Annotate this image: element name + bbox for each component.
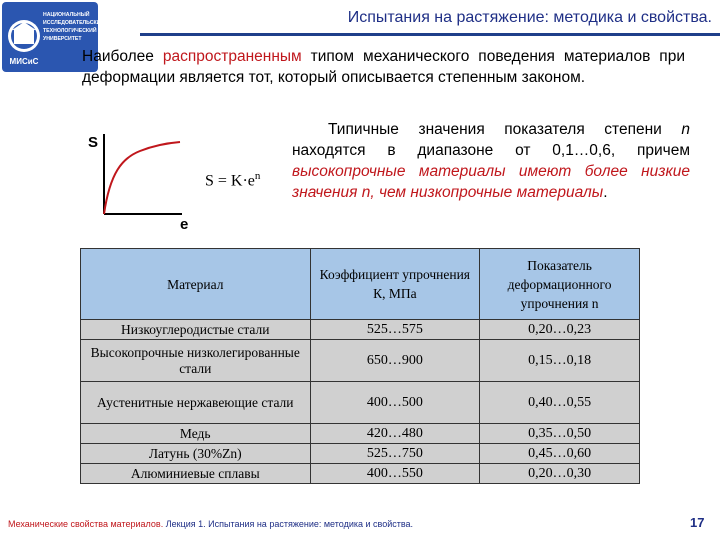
cell-material: Высокопрочные низколегированные стали — [81, 340, 311, 382]
cell-n: 0,20…0,30 — [480, 464, 640, 484]
footer-course: Механические свойства материалов. — [8, 519, 164, 529]
table-row — [81, 340, 640, 382]
cell-material: Аустенитные нержавеющие стали — [81, 382, 311, 424]
intro-paragraph — [82, 46, 685, 88]
description-paragraph — [292, 119, 690, 203]
logo-line-4: УНИВЕРСИТЕТ — [43, 36, 82, 42]
desc-n-1: n — [681, 121, 690, 138]
table-row — [81, 382, 640, 424]
cell-material: Низкоуглеродистые стали — [81, 320, 311, 340]
cell-k: 400…550 — [310, 464, 480, 484]
cell-material: Латунь (30%Zn) — [81, 444, 311, 464]
logo-emblem-text: МИСиС — [9, 57, 39, 66]
desc-part-2: находятся в диапазоне от 0,1…0,6, причем — [292, 142, 690, 159]
cell-k: 400…500 — [310, 382, 480, 424]
header-material: Материал — [81, 249, 311, 320]
header-n: Показатель деформационного упрочнения n — [480, 249, 640, 320]
logo-line-3: ТЕХНОЛОГИЧЕСКИЙ — [43, 28, 97, 34]
intro-text-before: Наиболее — [82, 48, 163, 65]
header-divider — [140, 33, 720, 36]
table-row — [81, 424, 640, 444]
cell-n: 0,40…0,55 — [480, 382, 640, 424]
cell-k: 525…575 — [310, 320, 480, 340]
desc-red-1: высокопрочные материалы имеют более низкие значения — [292, 163, 690, 201]
table-header-row — [81, 249, 640, 320]
cell-k: 420…480 — [310, 424, 480, 444]
x-axis-label: e — [180, 216, 189, 233]
desc-end: . — [603, 184, 608, 201]
page-number: 17 — [690, 515, 705, 530]
y-axis-label: S — [88, 134, 99, 151]
slide-title: Испытания на растяжение: методика и свойства. — [347, 9, 712, 26]
cell-k: 650…900 — [310, 340, 480, 382]
desc-red-2: , чем низкопрочные материалы — [370, 184, 604, 201]
desc-n-2: n — [361, 184, 371, 201]
table-row — [81, 464, 640, 484]
cell-n: 0,45…0,60 — [480, 444, 640, 464]
cell-n: 0,15…0,18 — [480, 340, 640, 382]
cell-material: Медь — [81, 424, 311, 444]
cell-material: Алюминиевые сплавы — [81, 464, 311, 484]
cell-n: 0,20…0,23 — [480, 320, 640, 340]
table-row — [81, 444, 640, 464]
power-law-curve — [104, 142, 180, 214]
intro-text-after: типом механического поведения материалов при деформации является тот, который описывается степенным законом. — [82, 48, 685, 86]
header-k: Коэффициент упрочнения К, МПа — [310, 249, 480, 320]
logo-line-2: ИССЛЕДОВАТЕЛЬСКИЙ — [43, 20, 105, 26]
formula-exponent: n — [254, 170, 261, 182]
hardening-table — [80, 248, 640, 484]
cell-n: 0,35…0,50 — [480, 424, 640, 444]
power-law-formula — [205, 170, 260, 190]
footer — [8, 519, 413, 529]
cell-k: 525…750 — [310, 444, 480, 464]
footer-lecture: Лекция 1. Испытания на растяжение: методика и свойства. — [165, 519, 414, 529]
desc-part-1: Типичные значения показателя степени — [328, 121, 682, 138]
logo-line-1: НАЦИОНАЛЬНЫЙ — [43, 12, 90, 18]
intro-highlight: распространенным — [162, 48, 302, 65]
formula-text: S = K·e — [205, 172, 255, 190]
table-row — [81, 320, 640, 340]
